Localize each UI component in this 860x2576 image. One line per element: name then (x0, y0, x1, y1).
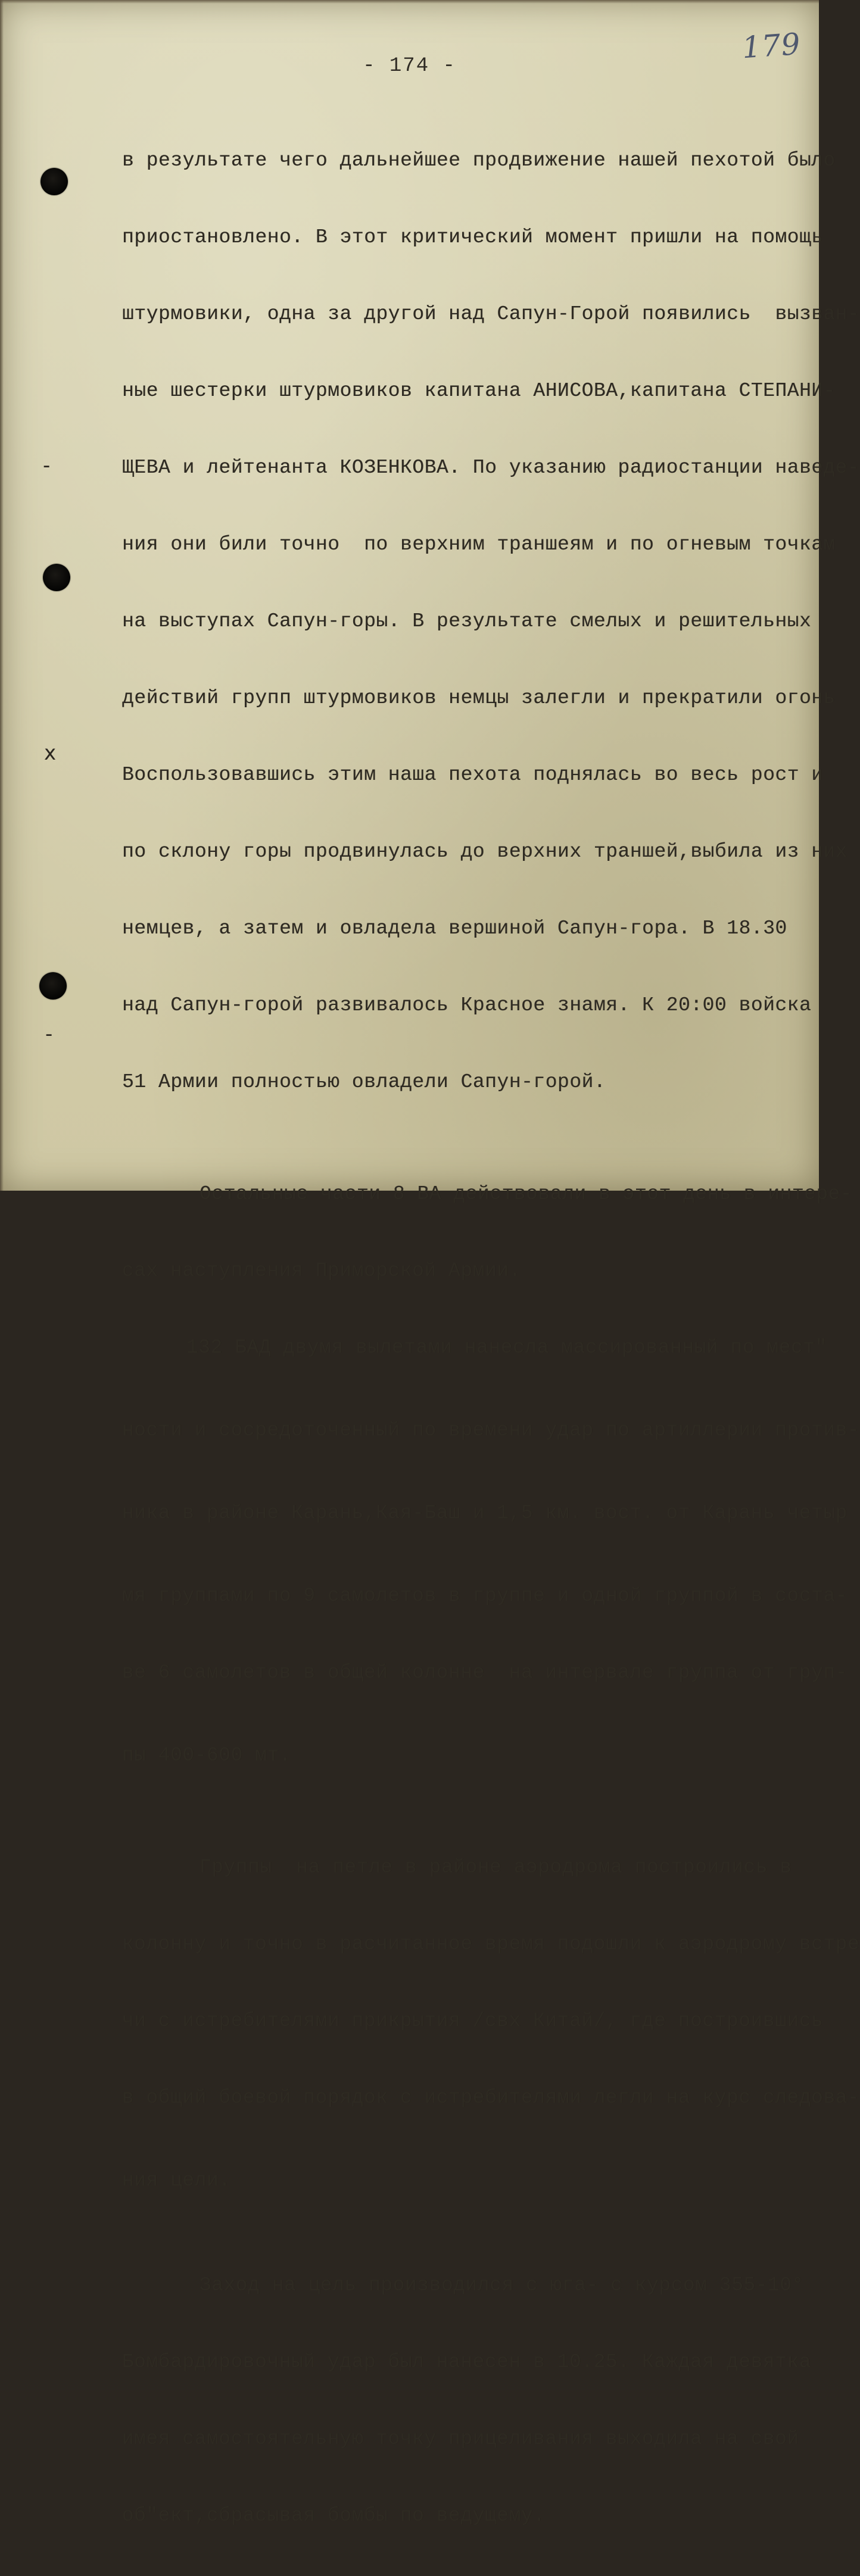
text-line: 51 Армии полностью овладели Сапун-горой. (122, 1071, 606, 1093)
text-line: Воспользовавшись этим наша пехота поднялась во весь рост и (122, 764, 824, 786)
text-line: чи с истребителями прикрытия /свх Китай/, где построившись (122, 2010, 824, 2032)
margin-mark-2: x (44, 741, 57, 765)
text-line: на выступах Сапун-горы. В результате смелых и решительных (122, 610, 812, 632)
page-edge-top (0, 0, 819, 4)
text-line: приостановлено. В этот критический момент пришли на помощь (122, 226, 824, 248)
text-line: ния цели. (122, 2169, 231, 2191)
margin-mark-1: - (43, 454, 51, 477)
text-line: Заход на цель производился с юга- с курсом 355-10° (200, 2274, 805, 2296)
text-line: Остальные части 8 ВА действовали в этот день в интере- (200, 1183, 853, 1205)
text-line: мя группами по 9 самолетов в группе и одной группой в соста- (122, 1585, 848, 1607)
text-line: ника в районе Карань,Кая-Баш и 1,5 км. вост. от Карань четыр (122, 1502, 848, 1524)
text-line: пы 400-600 мт. (122, 1744, 292, 1766)
text-line: ности и сосредоточенный по времени удар по артиллерии против- (122, 1419, 860, 1441)
punch-hole-bottom (39, 972, 67, 1000)
text-line: ЩЕВА и лейтенанта КОЗЕНКОВА. По указанию радиостанции наведе- (122, 457, 860, 479)
text-line: в общий боевой порядок с истребителями легли на курс следова- (122, 2087, 860, 2109)
text-line: в результате чего дальнейшее продвижение нашей пехотой было (122, 149, 836, 171)
page-edge-left (0, 0, 4, 1191)
text-line: действий групп штурмовиков немцы залегли и прекратили огонь (122, 687, 836, 709)
margin-mark-3: - (45, 1022, 53, 1046)
text-line: ве 6 самолетов в общей колонне на интервале группа от груп- (122, 1662, 848, 1684)
text-line: ные шестерки штурмовиков капитана АНИСОВА,капитана СТЕПАНИ- (122, 380, 836, 402)
punch-hole-top (40, 168, 68, 195)
archive-page-number: 179 (741, 26, 802, 65)
text-line: ния они били точно по верхним траншеям и по огневым точкам (122, 533, 836, 555)
text-line: колонну и точно в расчитанное время подошли к аэродрому встре (122, 1933, 860, 1955)
text-line: Бомбардировочный удар был нанесен в 10.25. Каждая девятка (122, 2351, 812, 2373)
text-line: об"ект,сбрасывая бомбы по ведущему. (122, 2505, 546, 2527)
document-body (122, 100, 860, 2576)
text-line: над Сапун-горой развивалось Красное знамя. К 20:00 войска (122, 994, 812, 1016)
typed-page-number: - 174 - (363, 55, 456, 77)
text-line: по склону горы продвинулась до верхних траншей,выбила из них (122, 841, 848, 863)
punch-hole-middle (43, 564, 70, 591)
text-line: Группы на петле в районе аэродрома построились в (200, 1856, 792, 1878)
text-line: имея самостоятельную точку прицеливания выходила на свой (122, 2428, 799, 2450)
text-line: штурмовики, одна за другой над Сапун-Горой появились вызван- (122, 303, 860, 325)
text-line: немцев, а затем и овладела вершиной Сапун-гора. В 18.30 (122, 917, 787, 939)
text-line: сах наступления Приморской Армии. (122, 1260, 522, 1282)
text-line: 132 БАД двумя вылетами нанесла массированный по мест" (186, 1337, 828, 1359)
